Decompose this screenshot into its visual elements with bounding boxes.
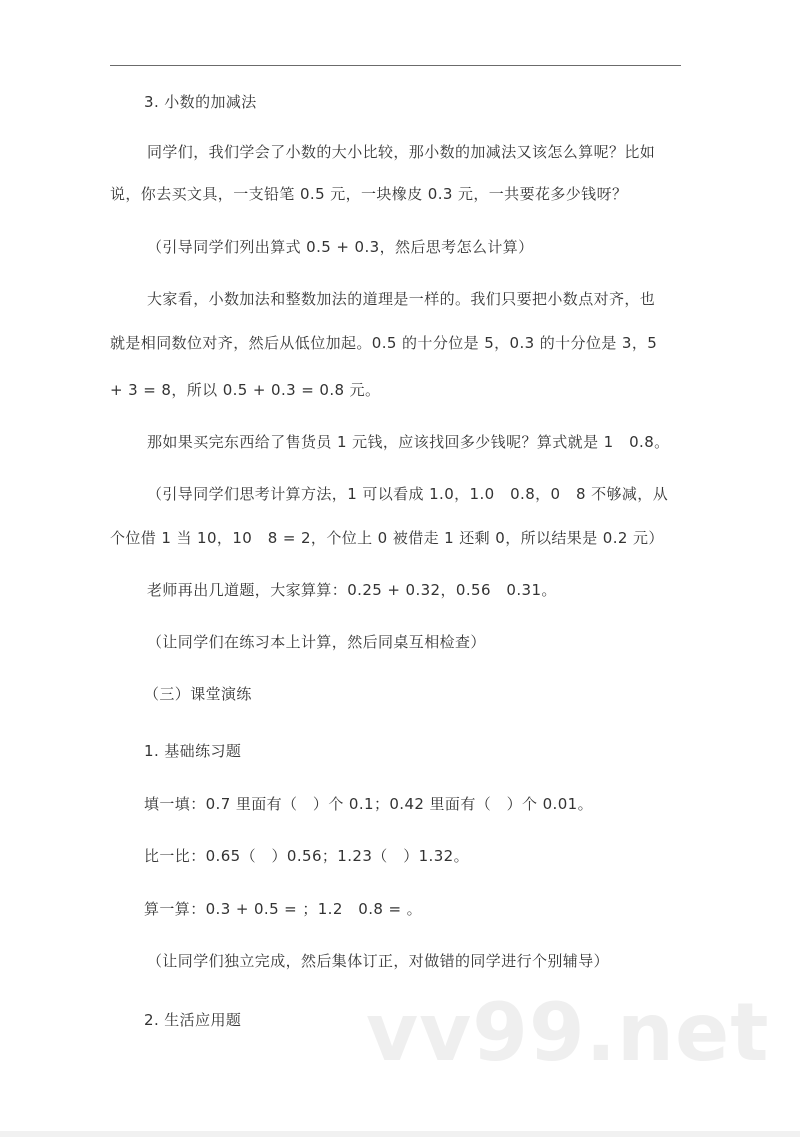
header-rule bbox=[110, 65, 681, 66]
paragraph-line: 大家看，小数加法和整数加法的道理是一样的。我们只要把小数点对齐，也 bbox=[147, 290, 656, 308]
paragraph-line: 同学们，我们学会了小数的大小比较，那小数的加减法又该怎么算呢？比如 bbox=[147, 143, 656, 161]
paragraph-line: （让同学们独立完成，然后集体订正，对做错的同学进行个别辅导） bbox=[147, 952, 610, 970]
section-heading-decimal-add-subtract: 3. 小数的加减法 bbox=[144, 93, 257, 111]
exercise-compare: 比一比：0.65（ ）0.56；1.23（ ）1.32。 bbox=[144, 847, 470, 865]
subheading-life-application: 2. 生活应用题 bbox=[144, 1011, 242, 1029]
paragraph-line: 个位借 1 当 10，10 8 = 2，个位上 0 被借走 1 还剩 0，所以结果是 0.2 元） bbox=[110, 529, 664, 547]
subheading-basic-exercises: 1. 基础练习题 bbox=[144, 742, 242, 760]
paragraph-line: 那如果买完东西给了售货员 1 元钱，应该找回多少钱呢？算式就是 1 0.8。 bbox=[147, 433, 670, 451]
paragraph-line: （引导同学们列出算式 0.5 + 0.3，然后思考怎么计算） bbox=[147, 238, 534, 256]
exercise-calculate: 算一算：0.3 + 0.5 = ；1.2 0.8 = 。 bbox=[144, 900, 423, 918]
exercise-fill-in: 填一填：0.7 里面有（ ）个 0.1；0.42 里面有（ ）个 0.01。 bbox=[144, 795, 593, 813]
page-bottom-edge bbox=[0, 1131, 800, 1137]
paragraph-line: 说，你去买文具，一支铅笔 0.5 元，一块橡皮 0.3 元，一共要花多少钱呀？ bbox=[110, 185, 628, 203]
paragraph-line: （引导同学们思考计算方法，1 可以看成 1.0，1.0 0.8，0 8 不够减，从 bbox=[147, 485, 669, 503]
section-heading-class-practice: （三）课堂演练 bbox=[144, 685, 252, 703]
paragraph-line: （让同学们在练习本上计算，然后同桌互相检查） bbox=[147, 633, 486, 651]
paragraph-line: 老师再出几道题，大家算算：0.25 + 0.32，0.56 0.31。 bbox=[147, 581, 557, 599]
watermark: vv99.net bbox=[366, 986, 770, 1079]
paragraph-line: 就是相同数位对齐，然后从低位加起。0.5 的十分位是 5，0.3 的十分位是 3，5 bbox=[110, 334, 658, 352]
paragraph-line: + 3 = 8，所以 0.5 + 0.3 = 0.8 元。 bbox=[110, 381, 381, 399]
